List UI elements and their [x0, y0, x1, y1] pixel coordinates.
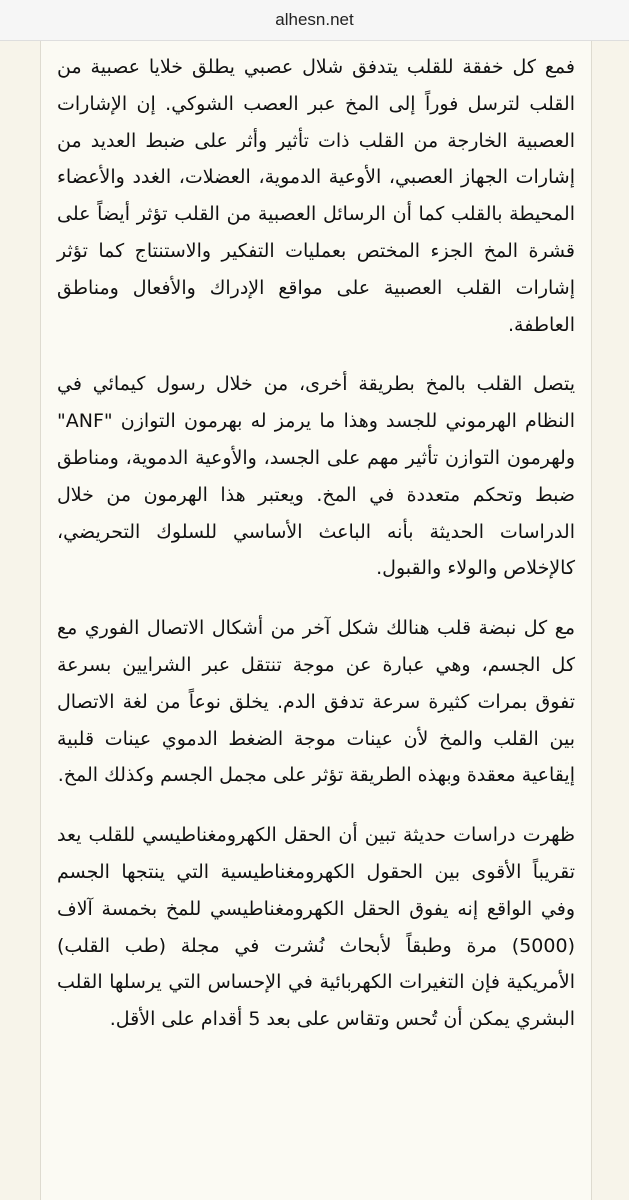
browser-address-bar[interactable] — [0, 0, 629, 41]
article-paragraph-1: فمع كل خفقة للقلب يتدفق شلال عصبي يطلق خلايا عصبية من القلب لترسل فوراً إلى المخ عبر العصب الشوكي. إن الإشارات العصبية الخارجة من القلب ذات تأثير وأثر على ضبط العديد من إشارات الجهاز العصبي، الأوعية الدموية، العضلات، الغدد والأعضاء المحيطة بالقلب كما أن الرسائل العصبية من القلب تؤثر أيضاً على قشرة المخ الجزء المختص بعمليات التفكير والاستنتاج كما تؤثر إشارات القلب العصبية على مواقع الإدراك والأفعال ومناطق العاطفة. — [57, 56, 575, 336]
url-text[interactable]: alhesn.net — [275, 10, 354, 29]
article-paragraph-4: ظهرت دراسات حديثة تبين أن الحقل الكهرومغناطيسي للقلب يعد تقريباً الأقوى بين الحقول الكهرومغناطيسية التي ينتجها الجسم وفي الواقع إنه يفوق الحقل الكهرومغناطيسي للمخ بخمسة آلاف (5000) مرة وطبقاً لأبحاث نُشرت في مجلة (طب القلب) الأمريكية فإن التغيرات الكهربائية في الإحساس التي يرسلها القلب البشري يمكن أن تُحس وتقاس على بعد 5 أقدام على الأقل. — [57, 824, 575, 1031]
article-paragraph-3: مع كل نبضة قلب هنالك شكل آخر من أشكال الاتصال الفوري مع كل الجسم، وهي عبارة عن موجة تنتقل عبر الشرايين بسرعة تفوق بمرات كثيرة سرعة تدفق الدم. يخلق نوعاً من لغة الاتصال بين القلب والمخ لأن عينات موجة الضغط الدموي عينات قلبية إيقاعية معقدة وبهذه الطريقة تؤثر على مجمل الجسم وكذلك المخ. — [57, 617, 575, 787]
article-body — [40, 41, 592, 1200]
page-content — [0, 41, 629, 1200]
article-paragraph-2: يتصل القلب بالمخ بطريقة أخرى، من خلال رسول كيمائي في النظام الهرموني للجسد وهذا ما يرمز له بهرمون التوازن "ANF" ولهرمون التوازن تأثير مهم على الجسد، والأوعية الدموية، ومناطق ضبط وتحكم متعددة في المخ. ويعتبر هذا الهرمون من خلال الدراسات الحديثة بأنه الباعث الأساسي للسلوك التحريضي، كالإخلاص والولاء والقبول. — [57, 373, 575, 580]
